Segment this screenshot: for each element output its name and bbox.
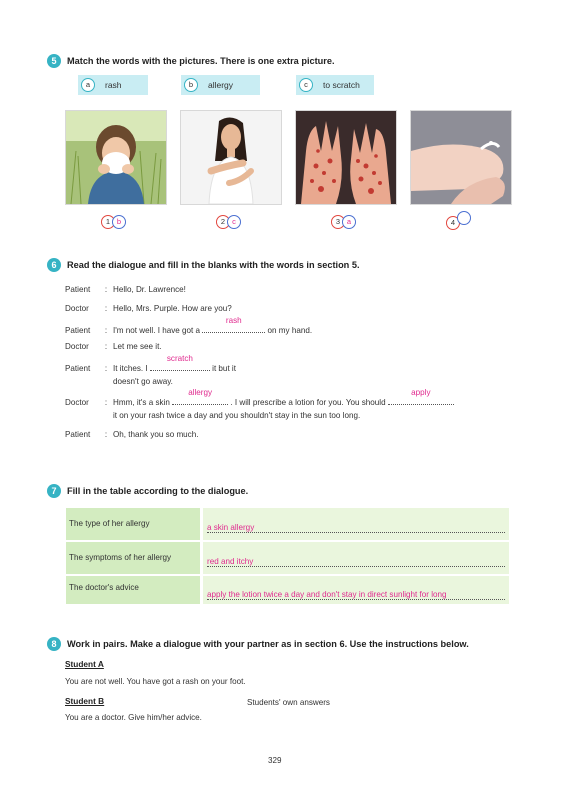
table-answer: red and itchy [207, 557, 254, 566]
table-label: The symptoms of her allergy [66, 542, 200, 574]
table-answer-cell[interactable] [203, 542, 509, 574]
table-label: The type of her allergy [66, 508, 200, 540]
blank-answer: apply [411, 388, 431, 397]
blank-answer: rash [225, 316, 242, 325]
blank-answer: scratch [166, 354, 193, 363]
dialogue-line-4: Doctor : Let me see it. [65, 342, 162, 351]
dialogue-line-5: Patient : It itches. I scratch it but it [65, 354, 236, 373]
dialogue-line-1: Patient : Hello, Dr. Lawrence! [65, 285, 186, 294]
picture-elbow-cream [410, 110, 512, 205]
dialogue-line-3: Patient : I'm not well. I have got a rash on my hand. [65, 316, 313, 335]
blank-answer: allergy [188, 388, 213, 397]
picture-1-label [101, 211, 126, 227]
word-letter-c: c [299, 78, 313, 92]
picture-answer-2: c [227, 215, 241, 229]
blank-scratch[interactable] [150, 354, 210, 371]
word-letter-b: b [184, 78, 198, 92]
student-a-title: Student A [65, 659, 104, 669]
picture-4-label [446, 211, 471, 227]
student-a-text: You are not well. You have got a rash on your foot. [65, 677, 246, 686]
table-answer-cell[interactable] [203, 508, 509, 540]
table-label: The doctor's advice [66, 576, 200, 604]
line-text: Let me see it. [113, 342, 162, 351]
picture-number-2: 2 [216, 215, 230, 229]
section-6-heading: Read the dialogue and fill in the blanks with the words in section 5. [67, 260, 360, 270]
line-text: Hello, Mrs. Purple. How are you? [113, 304, 232, 313]
speaker: Doctor [65, 304, 89, 313]
picture-rash-hands [295, 110, 397, 205]
dialogue-line-7: Patient : Oh, thank you so much. [65, 430, 199, 439]
section-8-heading: Work in pairs. Make a dialogue with your partner as in section 6. Use the instructions below. [67, 639, 469, 649]
rash-hands-illustration [296, 111, 396, 204]
elbow-cream-illustration [411, 111, 511, 204]
table-row [66, 508, 509, 540]
section-6-number: 6 [47, 258, 61, 272]
picture-answer-4[interactable] [457, 211, 471, 225]
dialogue-line-5-cont: doesn't go away. [113, 377, 173, 386]
speaker: Doctor [65, 342, 89, 351]
picture-number-1: 1 [101, 215, 115, 229]
word-box-c [296, 75, 374, 95]
sneezing-woman-illustration [66, 111, 166, 204]
table-row [66, 576, 509, 604]
section-5-number: 5 [47, 54, 61, 68]
picture-2-label [216, 211, 241, 227]
speaker: Patient [65, 326, 91, 335]
section-5-heading: Match the words with the pictures. There is one extra picture. [67, 56, 335, 66]
picture-scratching [180, 110, 282, 205]
student-b-text: You are a doctor. Give him/her advice. [65, 713, 202, 722]
word-box-a [78, 75, 148, 95]
blank-rash[interactable] [202, 316, 265, 333]
section-7-number: 7 [47, 484, 61, 498]
page-number: 329 [268, 756, 282, 765]
picture-sneezing [65, 110, 167, 205]
picture-number-3: 3 [331, 215, 345, 229]
word-box-b [181, 75, 260, 95]
picture-answer-3: a [342, 215, 356, 229]
picture-answer-1: b [112, 215, 126, 229]
speaker: Patient [65, 364, 91, 373]
section-7-heading: Fill in the table according to the dialogue. [67, 486, 249, 496]
speaker: Patient [65, 430, 91, 439]
dialogue-line-6: Doctor : Hmm, it's a skin allergy . I will prescribe a lotion for you. You should apply [65, 395, 454, 407]
blank-apply[interactable] [388, 388, 454, 405]
word-letter-a: a [81, 78, 95, 92]
speaker: Doctor [65, 398, 89, 407]
word-text-b: allergy [208, 80, 234, 90]
section-8-number: 8 [47, 637, 61, 651]
word-text-a: rash [105, 80, 122, 90]
table-answer-cell[interactable] [203, 576, 509, 604]
picture-3-label [331, 211, 356, 227]
scratching-woman-illustration [181, 111, 281, 204]
table-answer: a skin allergy [207, 523, 255, 532]
word-text-c: to scratch [323, 80, 360, 90]
table-row [66, 542, 509, 574]
dialogue-line-6-cont: it on your rash twice a day and you shouldn't stay in the sun too long. [113, 411, 361, 420]
students-own-answers-note: Students' own answers [247, 698, 330, 707]
blank-allergy[interactable] [172, 388, 228, 405]
picture-number-4: 4 [446, 216, 460, 230]
student-b-title: Student B [65, 696, 105, 706]
speaker: Patient [65, 285, 91, 294]
line-text: Oh, thank you so much. [113, 430, 199, 439]
table-answer: apply the lotion twice a day and don't stay in direct sunlight for long [207, 590, 447, 599]
line-text: Hello, Dr. Lawrence! [113, 285, 186, 294]
dialogue-line-2: Doctor : Hello, Mrs. Purple. How are you? [65, 304, 232, 313]
